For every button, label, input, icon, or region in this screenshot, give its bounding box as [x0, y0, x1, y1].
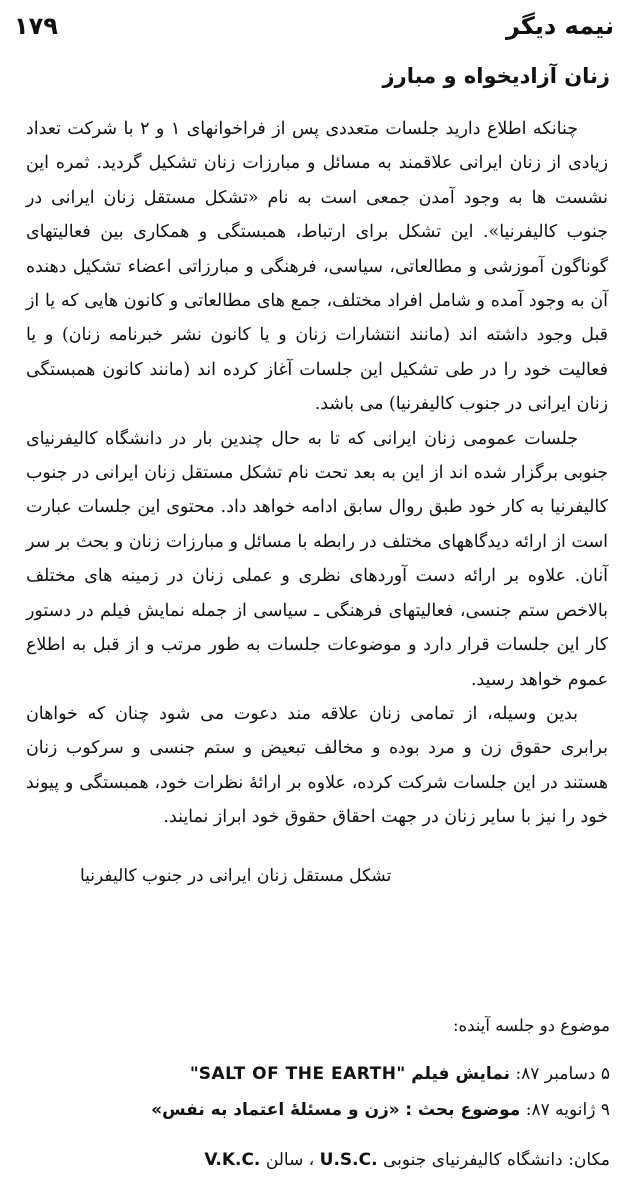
location-university-abbr: U.S.C.	[319, 1150, 378, 1170]
body-text	[26, 112, 608, 835]
topic-heading: نمایش فیلم	[411, 1064, 511, 1084]
topic-date: ۵ دسامبر ۸۷:	[515, 1064, 610, 1084]
location-hall-code: V.K.C.	[204, 1150, 261, 1170]
section-title: زنان آزادیخواه و مبارز	[382, 64, 610, 88]
signature: تشکل مستقل زنان ایرانی در جنوب کالیفرنیا	[80, 866, 392, 886]
paragraph: بدین وسیله، از تمامی زنان علاقه مند دعوت می شود چنان که خواهان برابری حقوق زن و مرد بوده و مخالف تبعیض و ستم جنسی و سرکوب زنان هستند در این جلسات شرکت کرده، علاوه بر ارائهٔ نظرات خود، همبستگی و پیوند خود را نیز با سایر زنان در جهت احقاق حقوق خود ابراز نمایند.	[26, 703, 608, 828]
paragraph: چنانکه اطلاع دارید جلسات متعددی پس از فراخوانهای ۱ و ۲ با شرکت تعداد زیادی از زنان ایرانی علاقمند به مسائل و مبارزات زنان تشکیل گردید. ثمره این نشست ها به وجود آمدن جمعی است به نام «تشکل مستقل زنان ایرانی در جنوب کالیفرنیا». این تشکل برای ارتباط، همبستگی و همکاری بین فعالیتهای گوناگون آموزشی و مطالعاتی، سیاسی، فرهنگی و مبارزاتی اعضاء تشکیل دهنده آن به وجود آمده و شامل افراد مختلف، جمع های مطالعاتی و کانون هایی که یا از قبل وجود داشته اند (مانند انتشارات زنان و یا کانون نشر خبرنامه زنان) و یا فعالیت خود را در طی تشکیل این جلسات آغاز کرده اند (مانند کانون همبستگی زنان ایرانی در جنوب کالیفرنیا) می باشد.	[26, 119, 608, 415]
topic-date: ۹ ژانویه ۸۷:	[525, 1100, 610, 1120]
upcoming-topic	[190, 1064, 610, 1084]
location-hall-label: سالن	[265, 1150, 304, 1170]
location-separator: ،	[308, 1150, 315, 1170]
location-university: دانشگاه کالیفرنیای جنوبی	[382, 1150, 563, 1170]
running-title: نیمه دیگر	[505, 12, 614, 40]
topic-subject: «زن و مسئلهٔ اعتماد به نفس»	[151, 1100, 400, 1120]
topic-heading: موضوع بحث :	[405, 1100, 521, 1120]
upcoming-topics-label: موضوع دو جلسه آینده:	[452, 1016, 610, 1035]
meeting-location	[204, 1150, 610, 1170]
topic-subject: "SALT OF THE EARTH"	[189, 1064, 406, 1084]
upcoming-topic	[151, 1100, 610, 1120]
paragraph: جلسات عمومی زنان ایرانی که تا به حال چندین بار در دانشگاه کالیفرنیای جنوبی برگزار شده اند از این به بعد تحت نام تشکل مستقل زنان ایرانی در جنوب کالیفرنیا به کار خود طبق روال سابق ادامه خواهد داد. محتوی این جلسات عبارت است از ارائه دیدگاههای مختلف در رابطه با مسائل و مبارزات زنان و بحث بر سر آنان. علاوه بر ارائه دست آوردهای نظری و عملی زنان در زمینه های مختلف بالاخص ستم جنسی، فعالیتهای فرهنگی ـ سیاسی از جمله نمایش فیلم در دستور کار این جلسات قرار دارد و موضوعات جلسات به طور مرتب و از قبل به اطلاع عموم خواهد رسید.	[26, 428, 608, 690]
page-number: ۱۷۹	[14, 12, 58, 40]
page-header	[14, 12, 614, 48]
location-label: مکان:	[568, 1150, 610, 1170]
